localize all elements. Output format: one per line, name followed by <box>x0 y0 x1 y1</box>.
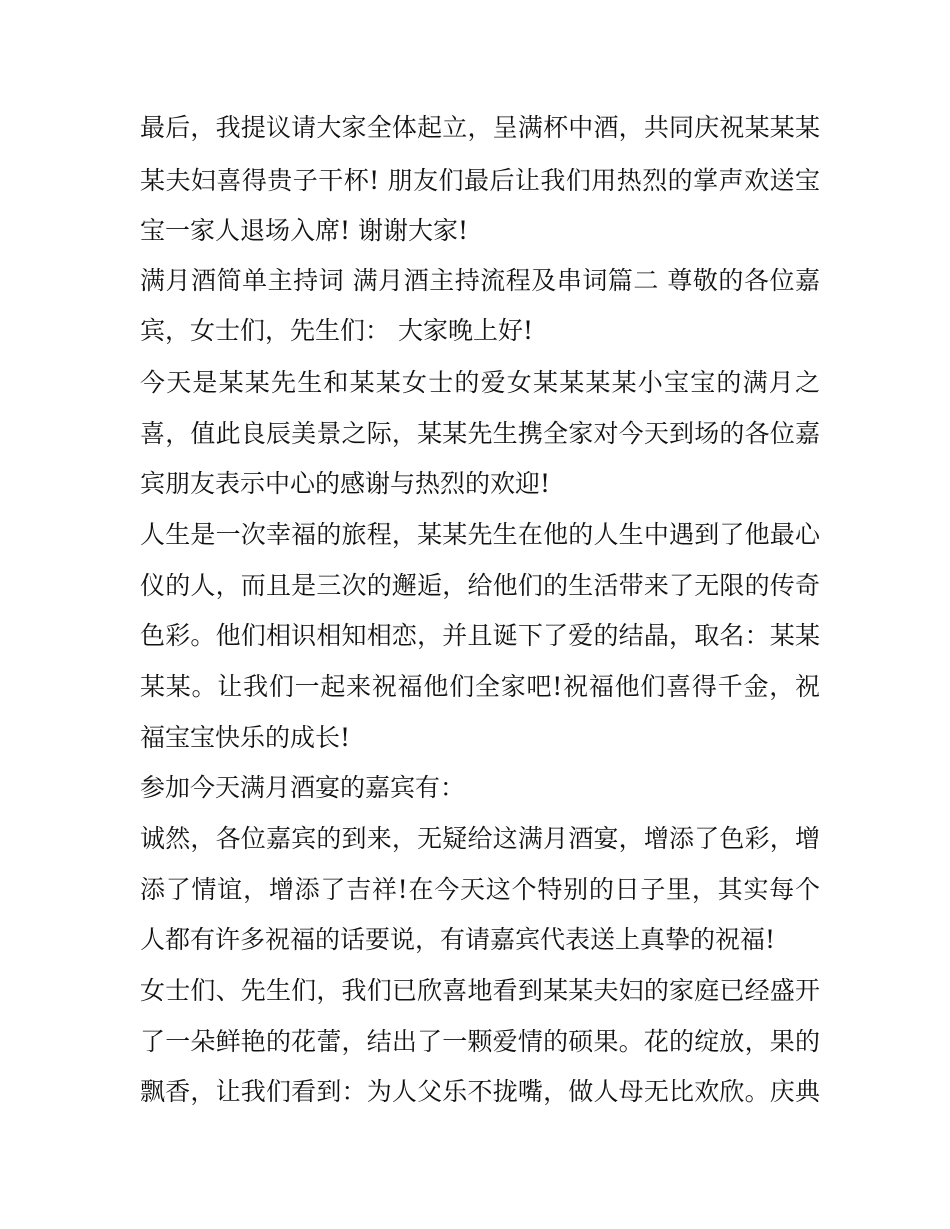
paragraph-line: 某某。让我们一起来祝福他们全家吧!祝福他们喜得千金，祝 <box>140 672 820 701</box>
paragraph-line: 女士们、先生们，我们已欣喜地看到某某夫妇的家庭已经盛开 <box>140 976 820 1005</box>
paragraph-line: 满月酒简单主持词 满月酒主持流程及串词篇二 尊敬的各位嘉 <box>140 266 820 295</box>
paragraph-line: 诚然，各位嘉宾的到来，无疑给这满月酒宴，增添了色彩，增 <box>140 824 820 853</box>
paragraph-line: 福宝宝快乐的成长! <box>140 723 351 752</box>
paragraph-line: 参加今天满月酒宴的嘉宾有： <box>140 773 466 802</box>
paragraph-line: 仪的人，而且是三次的邂逅，给他们的生活带来了无限的传奇 <box>140 571 820 600</box>
paragraph-line: 色彩。他们相识相知相恋，并且诞下了爱的结晶，取名：某某 <box>140 621 820 650</box>
paragraph-line: 今天是某某先生和某某女士的爱女某某某某小宝宝的满月之 <box>140 368 820 397</box>
paragraph-line: 某夫妇喜得贵子干杯! 朋友们最后让我们用热烈的掌声欢送宝 <box>140 166 820 195</box>
paragraph-line: 喜，值此良辰美景之际，某某先生携全家对今天到场的各位嘉 <box>140 419 820 448</box>
paragraph-line: 飘香，让我们看到：为人父乐不拢嘴，做人母无比欢欣。庆典 <box>140 1077 820 1106</box>
paragraph-line: 宾，女士们，先生们： 大家晚上好! <box>140 316 533 345</box>
paragraph-line: 人生是一次幸福的旅程，某某先生在他的人生中遇到了他最心 <box>140 520 820 549</box>
paragraph-line: 最后，我提议请大家全体起立，呈满杯中酒，共同庆祝某某某 <box>140 113 820 142</box>
paragraph-line: 宾朋友表示中心的感谢与热烈的欢迎! <box>140 469 551 498</box>
paragraph-line: 宝一家人退场入席! 谢谢大家! <box>140 216 469 245</box>
paragraph-line: 添了情谊，增添了吉祥!在今天这个特别的日子里，其实每个 <box>140 875 820 904</box>
paragraph-line: 了一朵鲜艳的花蕾，结出了一颗爱情的硕果。花的绽放，果的 <box>140 1027 820 1056</box>
paragraph-line: 人都有许多祝福的话要说，有请嘉宾代表送上真挚的祝福! <box>140 925 776 954</box>
